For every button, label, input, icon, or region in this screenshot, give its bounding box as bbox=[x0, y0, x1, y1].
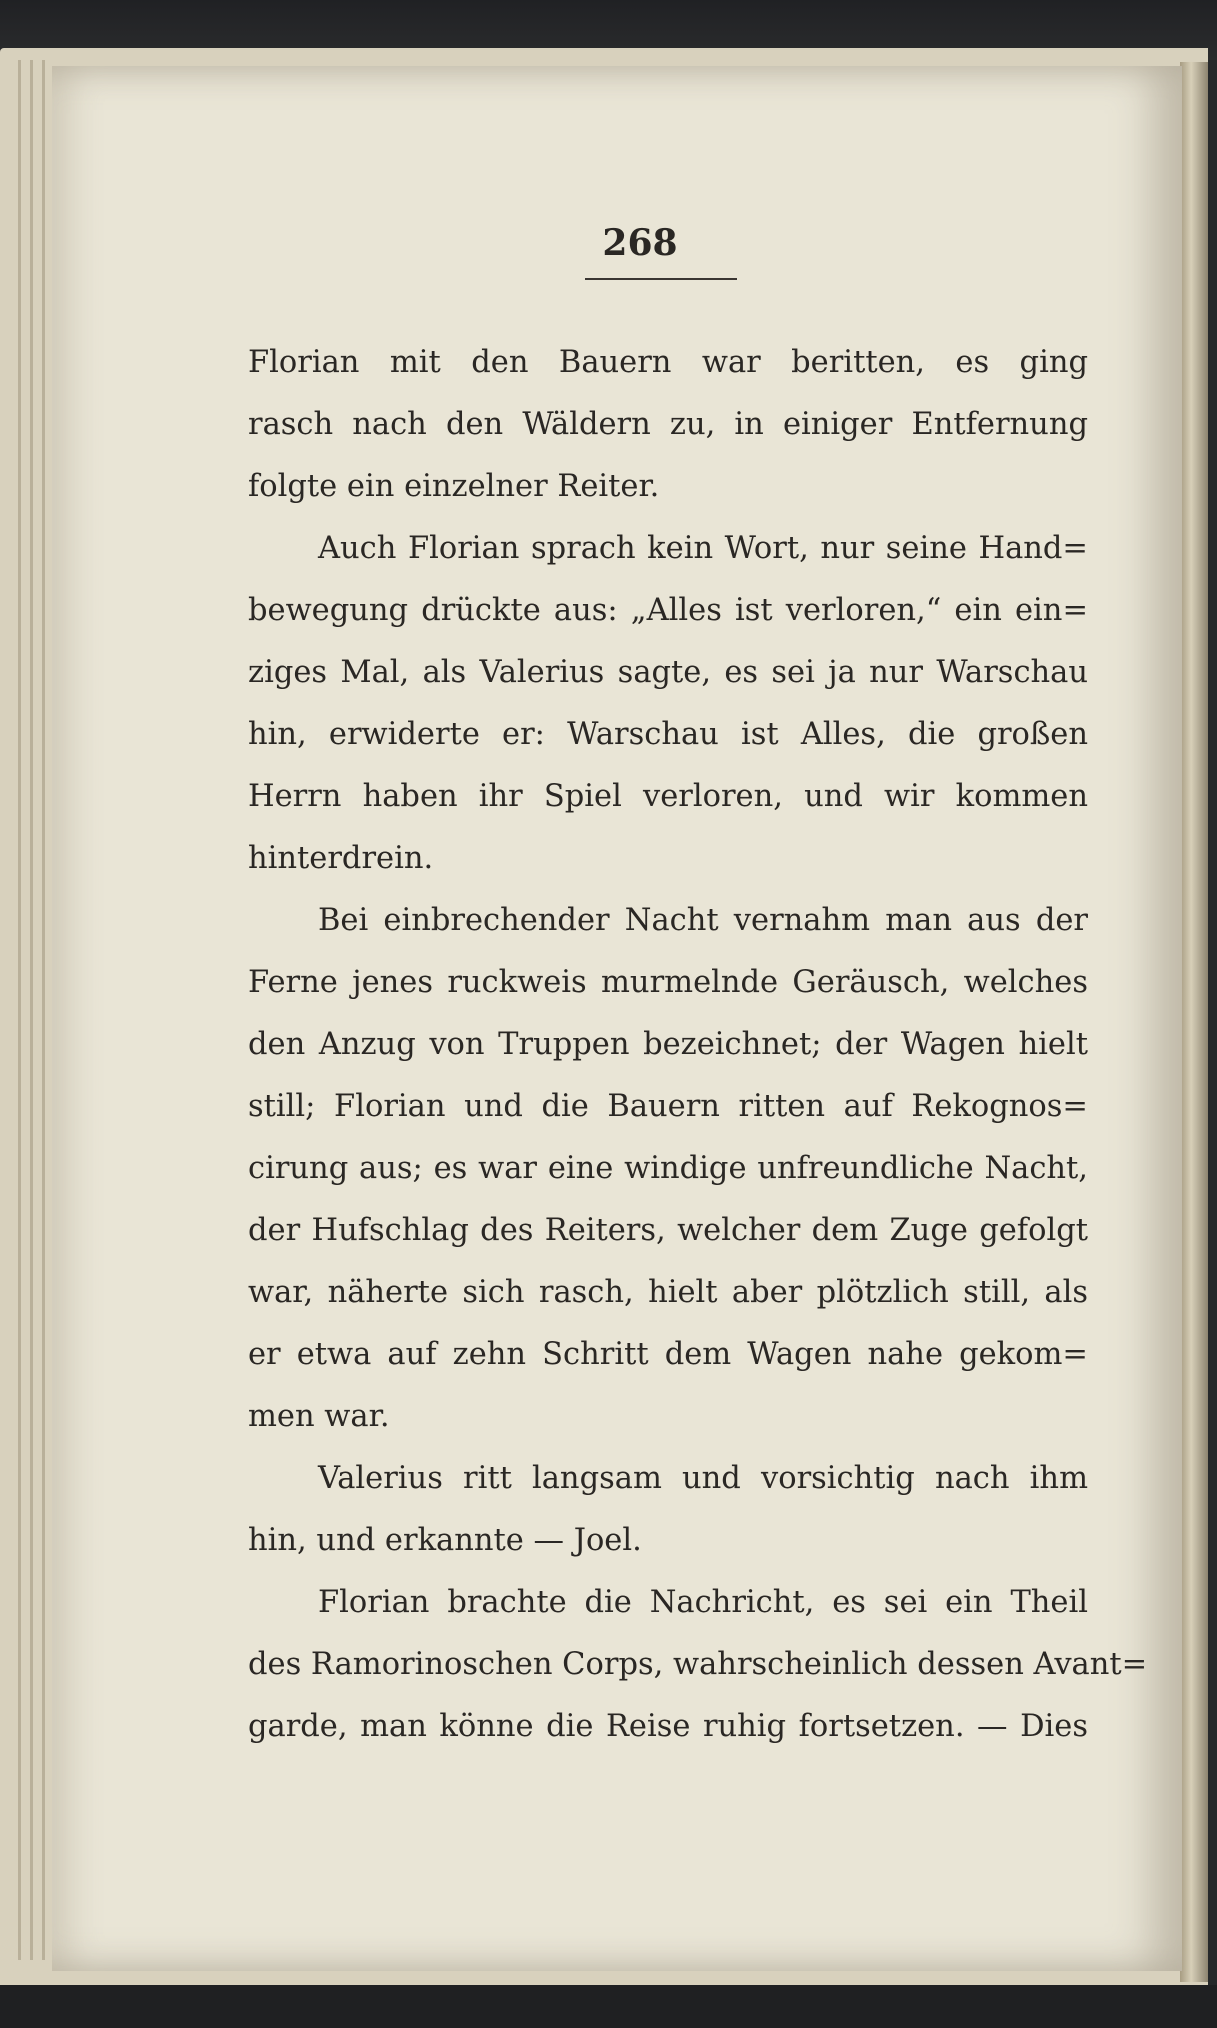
body-text bbox=[248, 332, 1148, 1758]
text-line: er etwa auf zehn Schritt dem Wagen nahe gekom= bbox=[248, 1337, 1088, 1372]
text-line: ziges Mal, als Valerius sagte, es sei ja nur Warschau bbox=[248, 655, 1088, 690]
text-line: rasch nach den Wäldern zu, in einiger Entfernung bbox=[248, 407, 1088, 442]
page-number-rule bbox=[585, 278, 737, 280]
text-line: war, näherte sich rasch, hielt aber plötzlich still, als bbox=[248, 1275, 1088, 1310]
page-edge-line bbox=[18, 60, 21, 1960]
text-line: hin, und erkannte — Joel. bbox=[248, 1523, 642, 1558]
page-edge-line bbox=[42, 60, 45, 1960]
text-line: der Hufschlag des Reiters, welcher dem Zuge gefolgt bbox=[248, 1213, 1088, 1248]
text-line: bewegung drückte aus: „Alles ist verloren,“ ein ein= bbox=[248, 593, 1088, 628]
text-line: Ferne jenes ruckweis murmelnde Geräusch, welches bbox=[248, 965, 1088, 1000]
book-cover-bottom bbox=[0, 1985, 1217, 2028]
text-line: hin, erwiderte er: Warschau ist Alles, die großen bbox=[248, 717, 1088, 752]
book-gutter bbox=[1180, 62, 1208, 1982]
text-line: Auch Florian sprach kein Wort, nur seine Hand= bbox=[318, 531, 1088, 566]
text-line: Herrn haben ihr Spiel verloren, und wir kommen bbox=[248, 779, 1088, 814]
text-line: garde, man könne die Reise ruhig fortsetzen. — Dies bbox=[248, 1709, 1088, 1744]
text-line: den Anzug von Truppen bezeichnet; der Wagen hielt bbox=[248, 1027, 1088, 1062]
text-line: hinterdrein. bbox=[248, 841, 434, 876]
text-line: folgte ein einzelner Reiter. bbox=[248, 469, 660, 504]
text-line: Bei einbrechender Nacht vernahm man aus der bbox=[318, 903, 1088, 938]
text-line: cirung aus; es war eine windige unfreundliche Nacht, bbox=[248, 1151, 1088, 1186]
text-line: Florian brachte die Nachricht, es sei ein Theil bbox=[318, 1585, 1088, 1620]
text-line: men war. bbox=[248, 1399, 390, 1434]
text-line: Valerius ritt langsam und vorsichtig nach ihm bbox=[318, 1461, 1088, 1496]
text-line: still; Florian und die Bauern ritten auf Rekognos= bbox=[248, 1089, 1088, 1124]
text-line: des Ramorinoschen Corps, wahrscheinlich dessen Avant= bbox=[248, 1647, 1148, 1682]
page-edge-line bbox=[30, 60, 33, 1960]
text-line: Florian mit den Bauern war beritten, es ging bbox=[248, 345, 1088, 380]
page-number: 268 bbox=[602, 222, 678, 264]
